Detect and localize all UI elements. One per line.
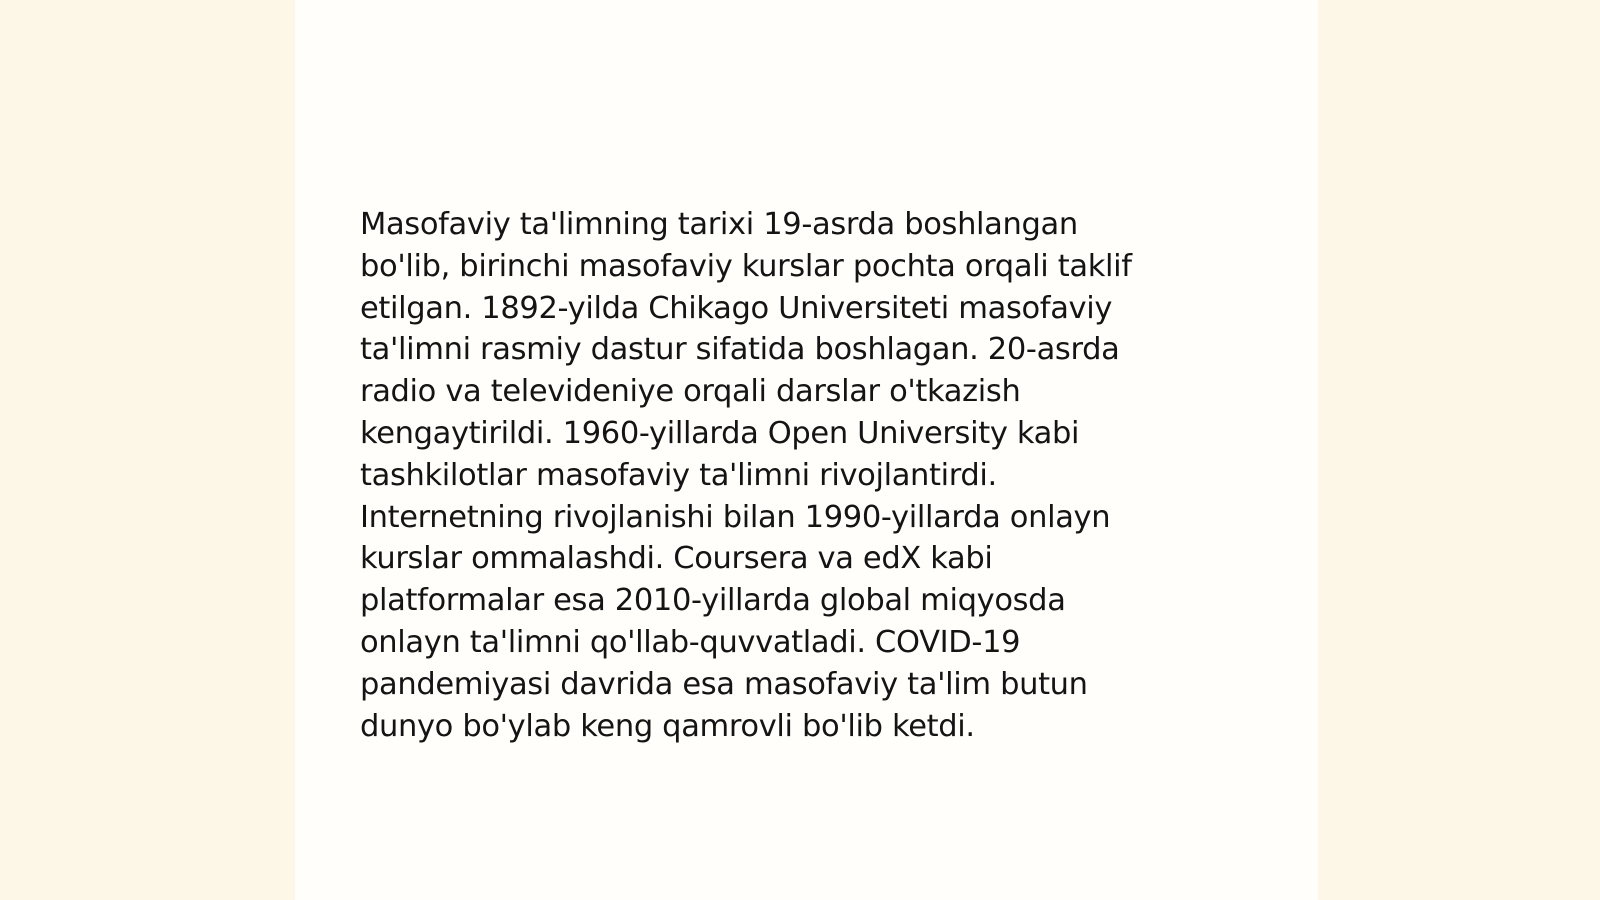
body-paragraph: Masofaviy ta'limning tarixi 19-asrda boshlangan bo'lib, birinchi masofaviy kurslar pochta orqali taklif etilgan. 1892-yilda Chikago Universiteti masofaviy ta'limni rasmiy dastur sifatida boshlagan. 20-asrda radio va televideniye orqali darslar o'tkazish kengaytirildi. 1960-yillarda Open University kabi tashkilotlar masofaviy ta'limni rivojlantirdi. Internetning rivojlanishi bilan 1990-yillarda onlayn kurslar ommalashdi. Coursera va edX kabi platformalar esa 2010-yillarda global miqyosda onlayn ta'limni qo'llab-quvvatladi. COVID-19 pandemiyasi davrida esa masofaviy ta'lim butun dunyo bo'ylab keng qamrovli bo'lib ketdi. [360, 207, 1132, 744]
